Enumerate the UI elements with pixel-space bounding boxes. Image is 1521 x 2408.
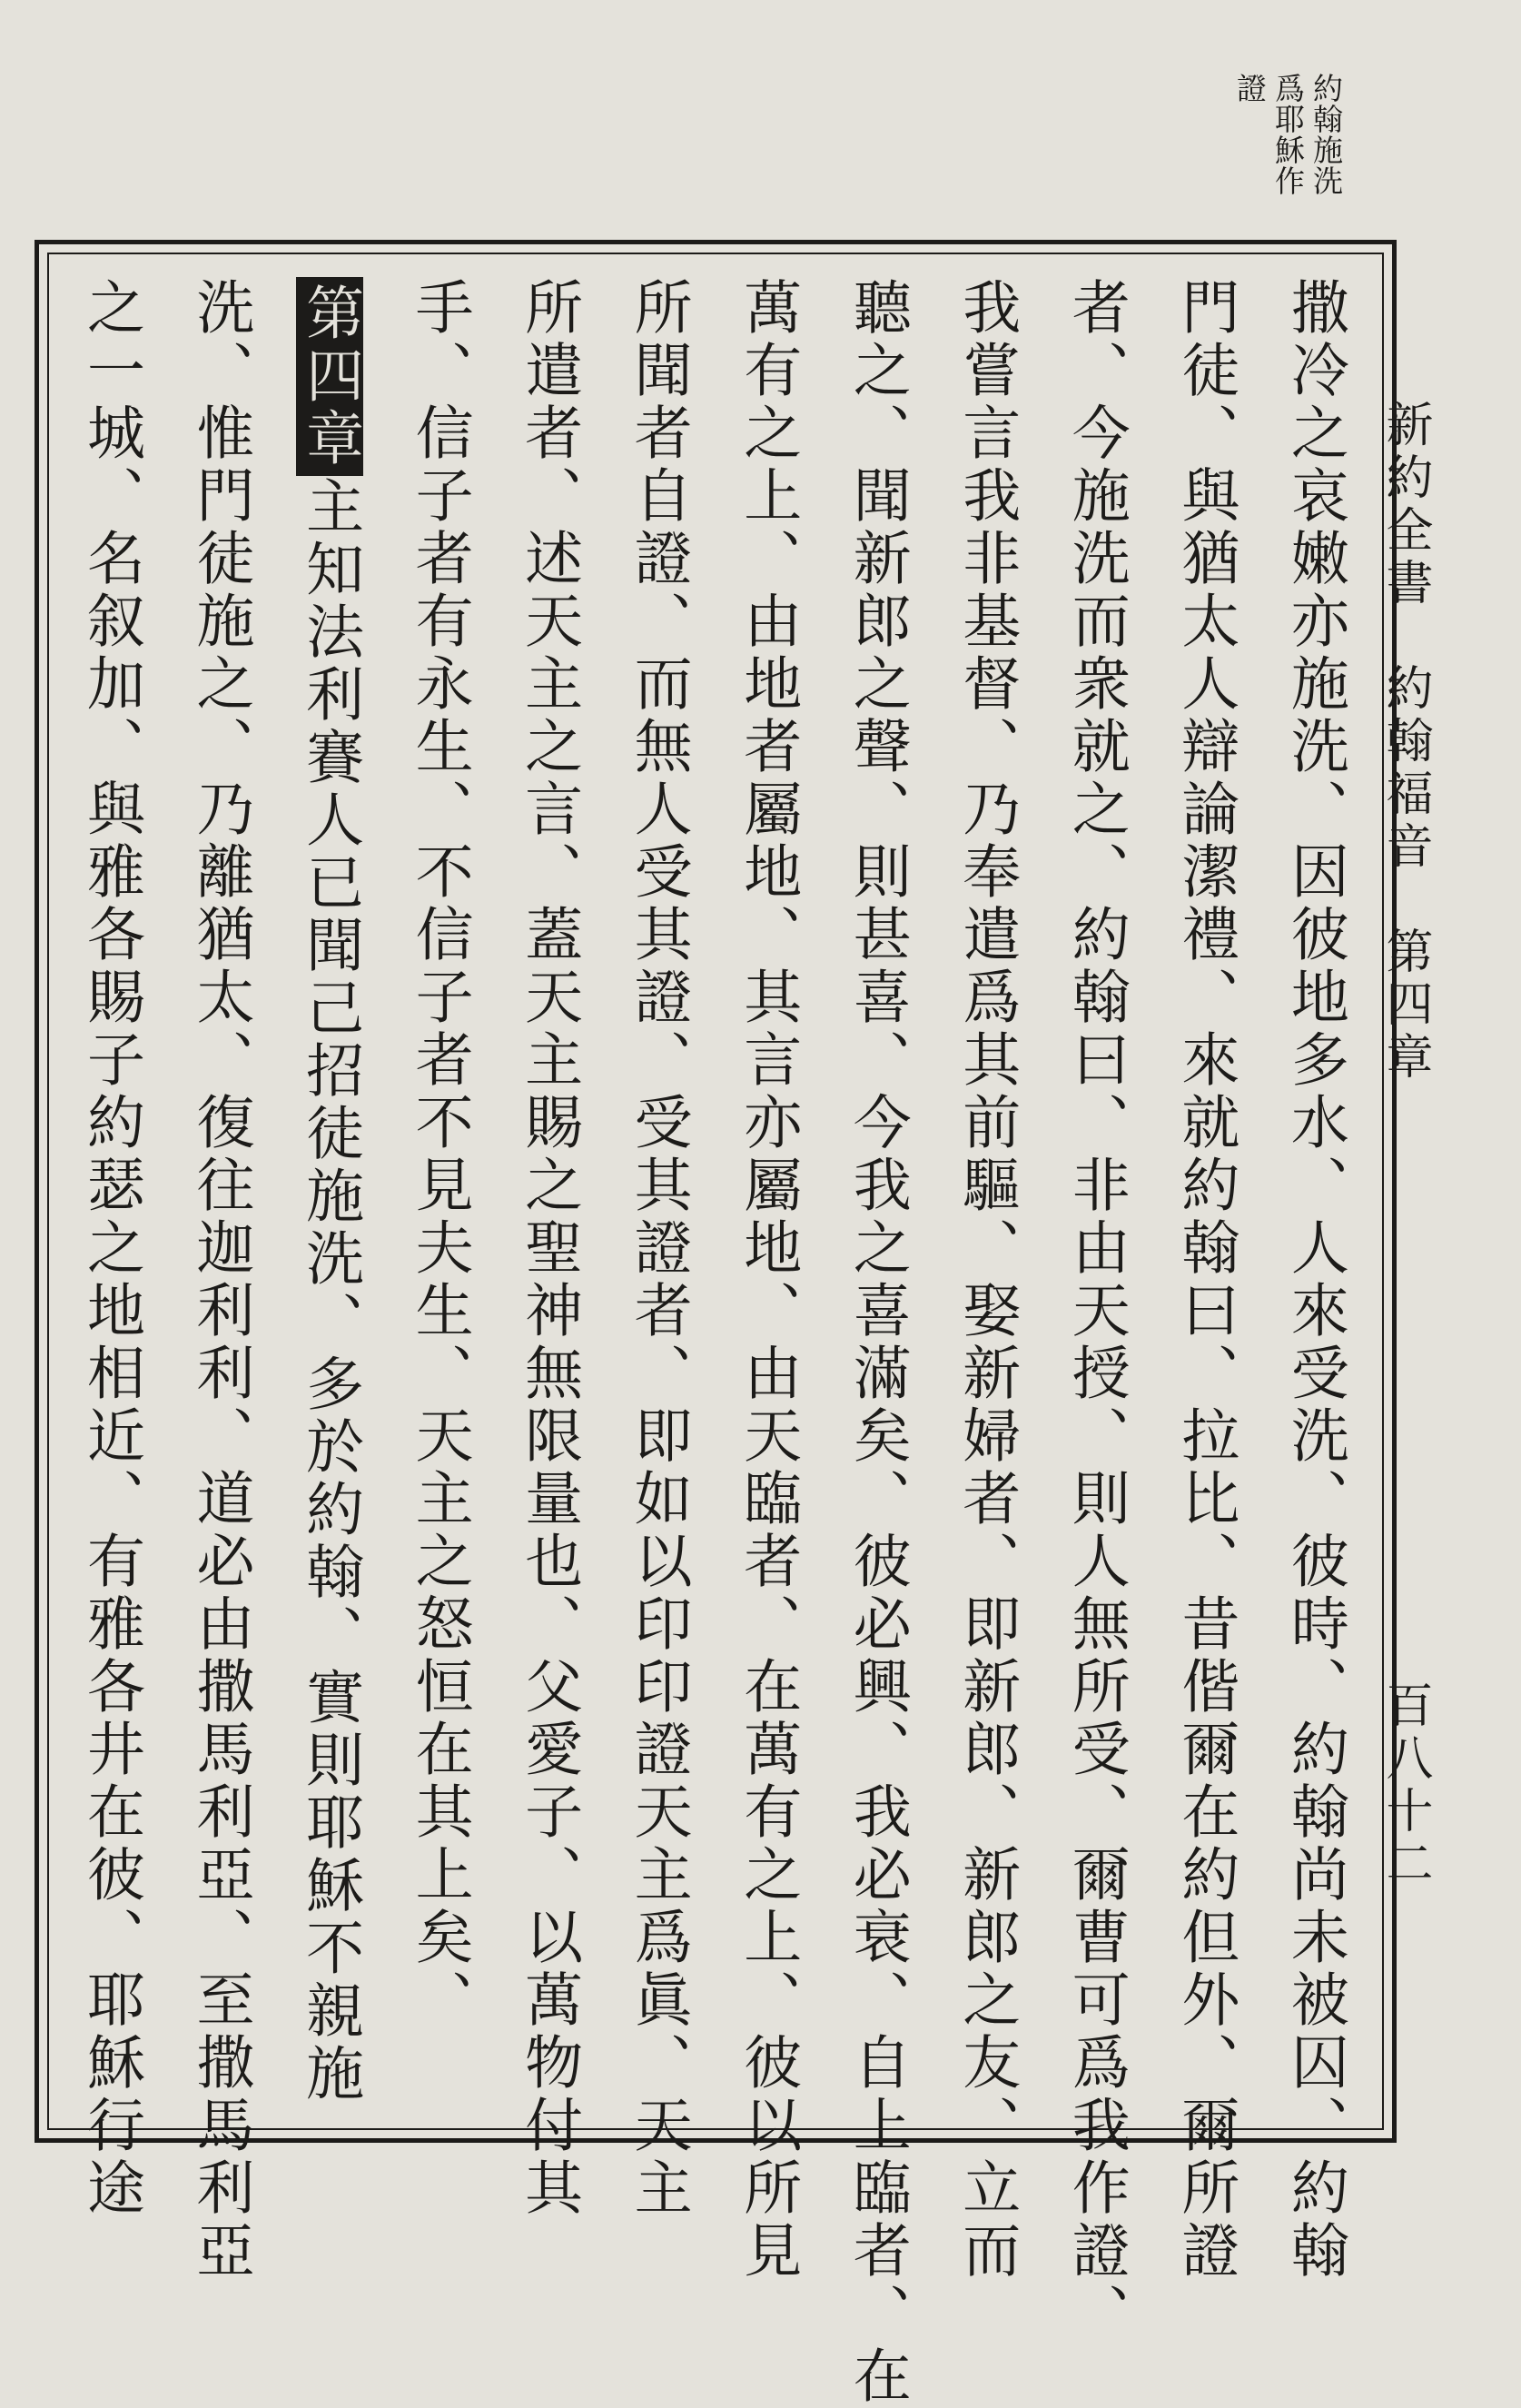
- column-text: 門徒、與猶太人辯論潔禮、來就約翰曰、拉比、昔偕爾在約但外、爾所證: [1171, 277, 1240, 2283]
- column-text: 之一城、名叙加、與雅各賜子約瑟之地相近、有雅各井在彼、耶穌行途: [77, 277, 144, 2220]
- column-text: 手、信子者有永生、不信子者不見夫生、天主之怒恒在其上矣、: [405, 277, 473, 2032]
- column-text: 撒冷之哀嫩亦施洗、因彼地多水、人來受洗、彼時、約翰尚未被囚、約翰: [1280, 277, 1348, 2283]
- text-column: [64, 277, 158, 2220]
- margin-note-line: 證: [1232, 73, 1268, 104]
- text-column: [282, 277, 377, 2112]
- text-body: [64, 277, 1362, 2408]
- chapter-heading: 第四章: [296, 277, 363, 476]
- column-text: 聽之、聞新郎之聲、則甚喜、今我之喜滿矣、彼必興、我必衰、自上臨者、在: [843, 277, 911, 2408]
- page-number: 百八十二: [1378, 1680, 1432, 1891]
- text-column: [501, 277, 596, 2220]
- text-column: [1268, 277, 1362, 2283]
- margin-note-line: 爲耶穌作: [1270, 73, 1306, 196]
- column-text: 主知法利賽人已聞己招徒施洗、多於約翰、實則耶穌不親施: [296, 476, 364, 2106]
- text-column: [720, 277, 815, 2283]
- column-text: 洗、惟門徒施之、乃離猶太、復往迦利利、道必由撒馬利亞、至撒馬利亞: [186, 277, 254, 2283]
- column-text: 所遣者、述天主之言、蓋天主賜之聖神無限量也、父愛子、以萬物付其: [515, 277, 583, 2220]
- text-column: [1049, 277, 1143, 2345]
- text-column: [611, 277, 706, 2220]
- margin-note: [1232, 73, 1343, 227]
- column-text: 萬有之上、由地者屬地、其言亦屬地、由天臨者、在萬有之上、彼以所見: [734, 277, 802, 2283]
- margin-note-line: 約翰施洗: [1309, 73, 1344, 196]
- text-column: [173, 277, 268, 2283]
- column-text: 我嘗言我非基督、乃奉遣爲其前驅、娶新婦者、即新郎、新郎之友、立而: [953, 277, 1021, 2283]
- text-column: [830, 277, 924, 2408]
- text-column: [1158, 277, 1252, 2283]
- column-text: 者、今施洗而衆就之、約翰曰、非由天授、則人無所受、爾曹可爲我作證、: [1062, 277, 1130, 2345]
- running-head: 新約全書 約翰福音 第四章: [1378, 400, 1432, 1085]
- text-column: [939, 277, 1033, 2283]
- text-column: [392, 277, 487, 2112]
- column-text: 所聞者自證、而無人受其證、受其證者、即如以印印證天主爲眞、天主: [624, 277, 692, 2220]
